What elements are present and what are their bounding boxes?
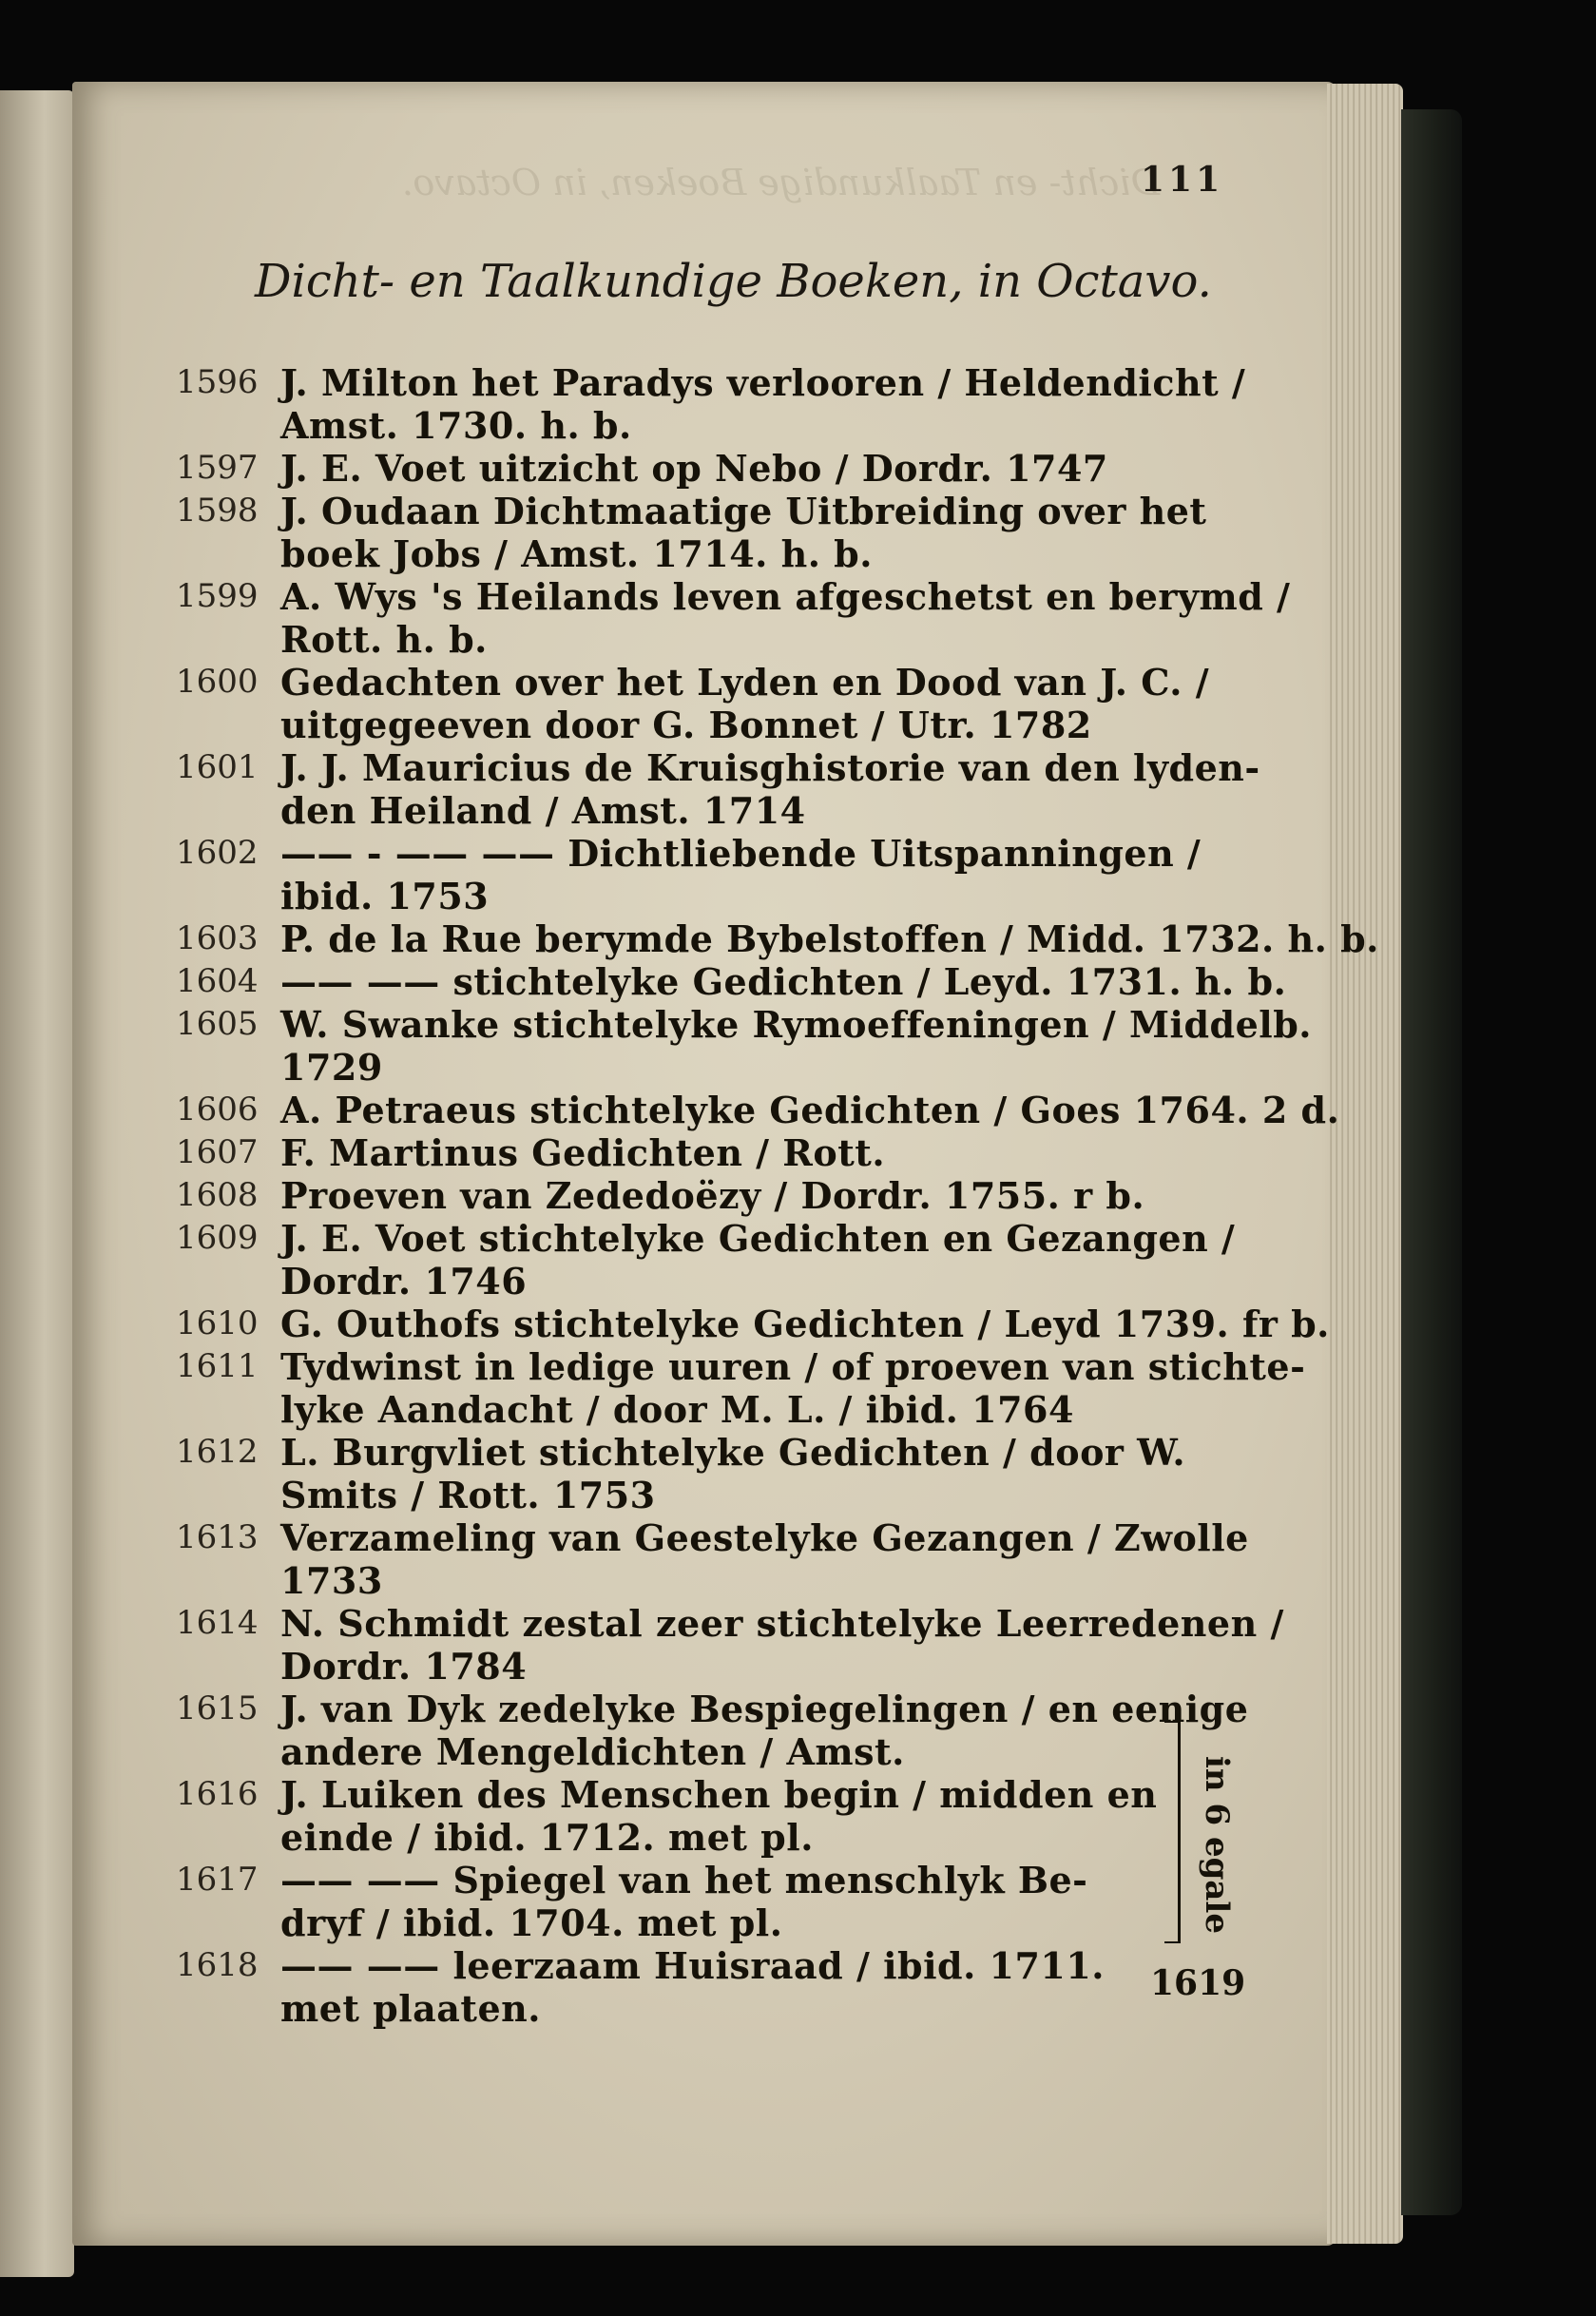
entry-line: A. Petraeus stichtelyke Gedichten / Goes 1764. 2 d. — [280, 1089, 1340, 1131]
entry-number: 1597 — [176, 449, 259, 487]
entry-line: W. Swanke stichtelyke Rymoeffeningen / Middelb. — [280, 1003, 1313, 1046]
entry-line: Rott. h. b. — [280, 618, 488, 661]
catalog-entry — [176, 832, 1259, 917]
entry-line: J. Milton het Paradys verlooren / Heldendicht / — [280, 361, 1246, 404]
catalog-entry — [176, 1944, 1259, 2030]
entry-line: ibid. 1753 — [280, 875, 490, 917]
page-edges — [1327, 84, 1403, 2244]
catalog-entry — [176, 1602, 1284, 1688]
catalog-entry — [176, 661, 1259, 746]
entry-body — [280, 661, 1259, 746]
entry-line: N. Schmidt zestal zeer stichtelyke Leerredenen / — [280, 1602, 1284, 1645]
entry-body — [280, 960, 1286, 1003]
entry-number: 1616 — [176, 1775, 259, 1813]
entry-number: 1598 — [176, 492, 259, 530]
entry-number: 1607 — [176, 1133, 259, 1171]
catalog-entry — [176, 917, 1379, 960]
entry-body — [280, 490, 1259, 575]
catalog-entry — [176, 1303, 1330, 1345]
entry-line: 1733 — [280, 1559, 383, 1602]
entry-body — [280, 832, 1259, 917]
entry-body — [280, 1003, 1312, 1089]
entry-line: 1729 — [280, 1046, 383, 1089]
entry-number: 1611 — [176, 1347, 259, 1385]
catalog-entries — [176, 361, 1379, 2030]
entry-number: 1602 — [176, 834, 259, 872]
entry-number: 1600 — [176, 663, 259, 701]
catalog-entry — [176, 1431, 1259, 1516]
entry-number: 1618 — [176, 1946, 259, 1984]
entry-number: 1601 — [176, 748, 259, 786]
entry-line: —— - —— —— Dichtliebende Uitspanningen / — [280, 832, 1202, 875]
entry-line: A. Wys 's Heilands leven afgeschetst en berymd / — [280, 575, 1291, 618]
entry-body — [280, 447, 1259, 490]
entry-number: 1608 — [176, 1176, 259, 1214]
entry-line: —— —— leerzaam Huisraad / ibid. 1711. — [280, 1944, 1106, 1987]
entry-line: lyke Aandacht / door M. L. / ibid. 1764 — [280, 1388, 1074, 1431]
catalog-entry — [176, 960, 1287, 1003]
entry-number: 1609 — [176, 1219, 259, 1257]
entry-line: den Heiland / Amst. 1714 — [280, 789, 806, 832]
entry-line: einde / ibid. 1712. met pl. — [280, 1816, 814, 1859]
entry-line: J. E. Voet stichtelyke Gedichten en Gezangen / — [280, 1217, 1236, 1260]
entry-line: J. Luiken des Menschen begin / midden en — [280, 1773, 1158, 1816]
left-page-edge — [0, 90, 74, 2277]
entry-number: 1603 — [176, 919, 259, 957]
catalog-entry — [176, 1131, 1259, 1174]
entry-line: J. Oudaan Dichtmaatige Uitbreiding over het — [280, 490, 1207, 532]
entry-line: Smits / Rott. 1753 — [280, 1474, 656, 1516]
entry-body — [280, 1217, 1259, 1303]
entry-line: andere Mengeldichten / Amst. — [280, 1730, 905, 1773]
entry-body — [280, 1089, 1339, 1131]
entry-line: boek Jobs / Amst. 1714. h. b. — [280, 532, 873, 575]
catalog-entry — [176, 1859, 1259, 1944]
entry-body — [280, 746, 1260, 832]
entry-number: 1613 — [176, 1518, 259, 1556]
catalog-entry — [176, 1773, 1259, 1859]
entry-line: —— —— Spiegel van het menschlyk Be- — [280, 1859, 1088, 1901]
catalog-entry — [176, 575, 1291, 661]
entry-number: 1610 — [176, 1304, 259, 1342]
entry-line: G. Outhofs stichtelyke Gedichten / Leyd 1739. fr b. — [280, 1303, 1330, 1345]
entry-body — [280, 1602, 1284, 1688]
entry-body — [280, 1516, 1259, 1602]
catalog-entry — [176, 1089, 1340, 1131]
page-heading: Dicht- en Taalkundige Boeken, in Octavo. — [255, 255, 1212, 308]
entry-line: J. E. Voet uitzicht op Nebo / Dordr. 1747 — [280, 447, 1108, 490]
catalog-entry — [176, 490, 1259, 575]
catalog-entry — [176, 1688, 1259, 1773]
entry-body — [280, 1773, 1259, 1859]
entry-number: 1604 — [176, 962, 259, 1000]
entry-line: Gedachten over het Lyden en Dood van J. C. / — [280, 661, 1210, 704]
entry-line: Dordr. 1784 — [280, 1645, 528, 1688]
entry-line: J. van Dyk zedelyke Bespiegelingen / en eenige — [280, 1688, 1249, 1730]
entry-body — [280, 1944, 1259, 2030]
entry-number: 1606 — [176, 1090, 259, 1129]
catalog-entry — [176, 1516, 1259, 1602]
entry-line: —— —— stichtelyke Gedichten / Leyd. 1731. h. b. — [280, 960, 1287, 1003]
entry-line: dryf / ibid. 1704. met pl. — [280, 1901, 783, 1944]
bleed-through-text: Dicht- en Taalkundige Boeken, in Octavo. — [401, 162, 1160, 203]
entry-line: Proeven van Zededoëzy / Dordr. 1755. r b. — [280, 1174, 1145, 1217]
catalog-entry — [176, 1174, 1259, 1217]
page-number: 111 — [1141, 160, 1224, 200]
catalog-entry — [176, 746, 1259, 832]
catalog-entry — [176, 447, 1259, 490]
entry-line: met plaaten. — [280, 1987, 542, 2030]
entry-body — [280, 361, 1259, 447]
entry-line: Amst. 1730. h. b. — [280, 404, 632, 447]
entry-body — [280, 575, 1290, 661]
entry-number: 1617 — [176, 1861, 259, 1899]
catalog-entry — [176, 361, 1259, 447]
catalog-entry — [176, 1003, 1313, 1089]
entry-line: L. Burgvliet stichtelyke Gedichten / door W. — [280, 1431, 1186, 1474]
entry-line: uitgegeeven door G. Bonnet / Utr. 1782 — [280, 704, 1092, 746]
entry-body — [280, 1688, 1259, 1773]
entry-number: 1599 — [176, 577, 259, 615]
entry-line: Verzameling van Geestelyke Gezangen / Zwolle — [280, 1516, 1249, 1559]
entry-line: Tydwinst in ledige uuren / of proeven van stichte- — [280, 1345, 1306, 1388]
entry-number: 1615 — [176, 1689, 259, 1727]
entry-body — [280, 1345, 1305, 1431]
entry-number: 1614 — [176, 1604, 259, 1642]
catalog-entry — [176, 1345, 1306, 1431]
entry-line: P. de la Rue berymde Bybelstoffen / Midd. 1732. h. b. — [280, 917, 1379, 960]
catalog-entry — [176, 1217, 1259, 1303]
entry-body — [280, 1859, 1259, 1944]
entry-line: F. Martinus Gedichten / Rott. — [280, 1131, 886, 1174]
entry-body — [280, 1174, 1259, 1217]
side-note: in 6 egale — [1198, 1755, 1236, 1934]
entry-number: 1612 — [176, 1433, 259, 1471]
entry-number: 1605 — [176, 1005, 259, 1043]
entry-body — [280, 917, 1379, 960]
book-cover — [1401, 109, 1462, 2215]
entry-body — [280, 1131, 1259, 1174]
entry-body — [280, 1431, 1259, 1516]
entry-number: 1596 — [176, 363, 259, 401]
entry-line: J. J. Mauricius de Kruisghistorie van den lyden- — [280, 746, 1260, 789]
catchword: 1619 — [1150, 1963, 1246, 2003]
entry-line: Dordr. 1746 — [280, 1260, 528, 1303]
entry-body — [280, 1303, 1330, 1345]
